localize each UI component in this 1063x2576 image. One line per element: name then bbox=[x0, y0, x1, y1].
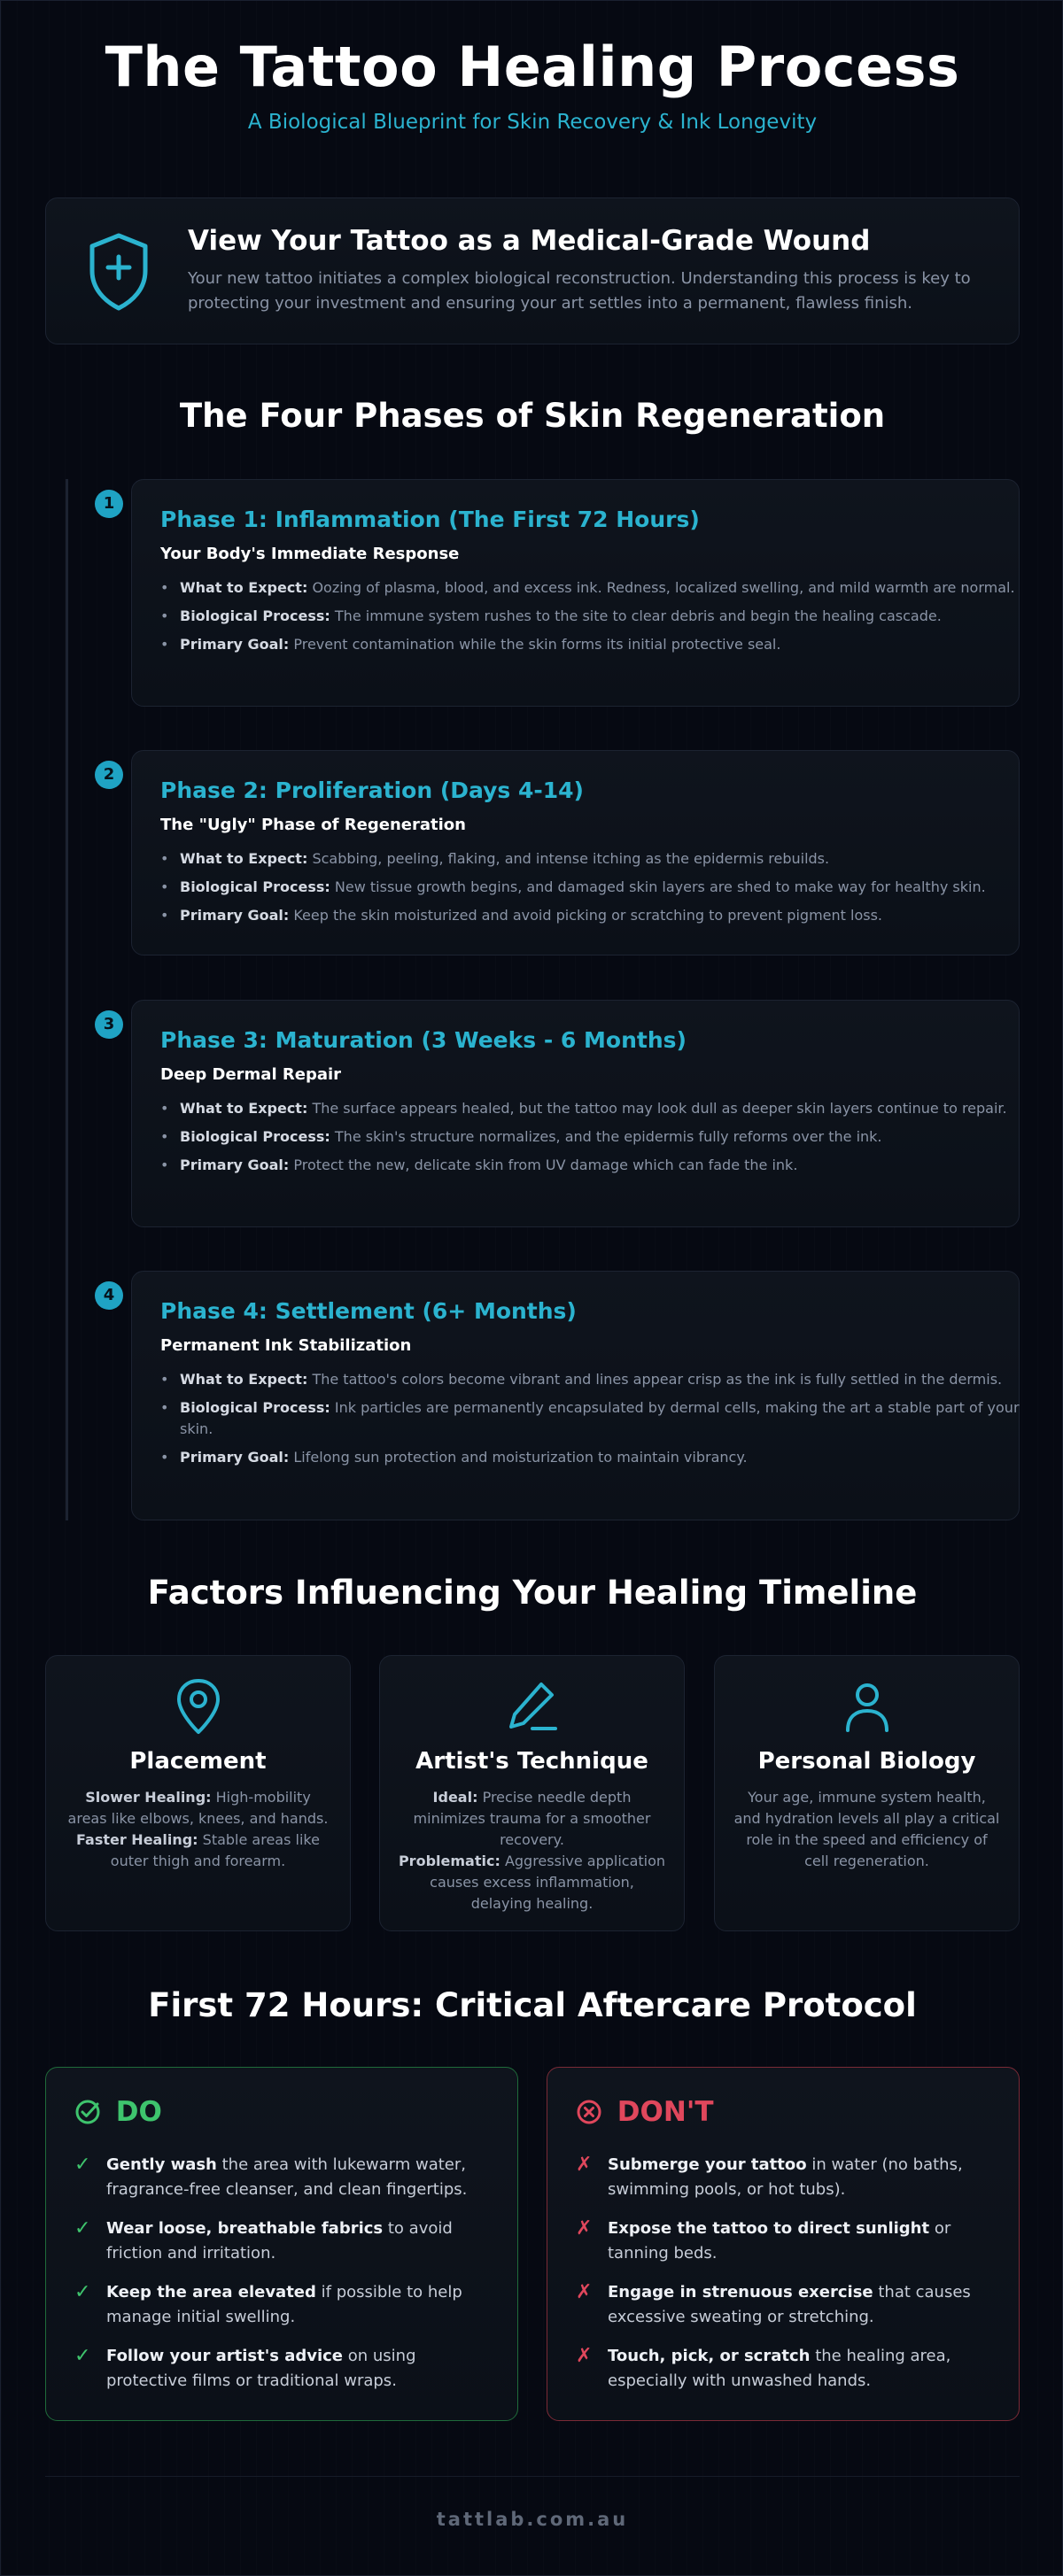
aftercare-section-title: First 72 Hours: Critical Aftercare Protocol bbox=[148, 1986, 917, 2024]
page-title: The Tattoo Healing Process bbox=[105, 35, 960, 99]
list-item: ✓ Follow your artist's advice on using protective films or traditional wraps. bbox=[74, 2345, 416, 2390]
phase-title: Phase 1: Inflammation (The First 72 Hours) bbox=[160, 507, 700, 532]
phase-subtitle: Your Body's Immediate Response bbox=[160, 545, 460, 563]
list-item: • Primary Goal: Prevent contamination while the skin forms its initial protective seal. bbox=[160, 634, 1046, 655]
phase-details bbox=[160, 577, 1046, 662]
list-item: • Biological Process: The immune system rushes to the site to clear debris and begin the healing cascade. bbox=[160, 606, 1046, 627]
shield-plus-icon bbox=[83, 230, 154, 312]
list-item: ✓ Keep the area elevated if possible to help manage initial swelling. bbox=[74, 2281, 462, 2326]
list-item: ✗ Expose the tattoo to direct sunlight or tanning beds. bbox=[576, 2217, 951, 2263]
list-item: • Primary Goal: Lifelong sun protection and moisturization to maintain vibrancy. bbox=[160, 1447, 1046, 1468]
phase-4-badge: 4 bbox=[95, 1281, 123, 1310]
phase-subtitle: Deep Dermal Repair bbox=[160, 1065, 342, 1084]
dont-title: DON'T bbox=[576, 2094, 713, 2128]
factor-card-biology bbox=[714, 1655, 1020, 1931]
factor-text: Ideal: Precise needle depth minimizes trauma for a smoother recovery. Problematic: Aggressive application causes excess inflammation, delaying healing. bbox=[398, 1789, 666, 1912]
phase-title: Phase 3: Maturation (3 Weeks - 6 Months) bbox=[160, 1027, 687, 1053]
phase-subtitle: The "Ugly" Phase of Regeneration bbox=[160, 816, 466, 834]
factor-card-technique bbox=[379, 1655, 685, 1931]
phase-4-card bbox=[131, 1271, 1020, 1520]
list-item: ✗ Touch, pick, or scratch the healing area, especially with unwashed hands. bbox=[576, 2345, 951, 2390]
list-item: • Primary Goal: Keep the skin moisturized and avoid picking or scratching to prevent pigment loss. bbox=[160, 905, 1046, 926]
footer-site-link[interactable]: tattlab.com.au bbox=[436, 2509, 629, 2530]
check-circle-icon bbox=[74, 2099, 101, 2125]
list-item: ✗ Submerge your tattoo in water (no baths, swimming pools, or hot tubs). bbox=[576, 2154, 963, 2199]
phase-2-card bbox=[131, 750, 1020, 955]
phase-3-badge: 3 bbox=[95, 1010, 123, 1039]
timeline-line bbox=[66, 479, 68, 1520]
list-item: • Biological Process: New tissue growth begins, and damaged skin layers are shed to make way for healthy skin. bbox=[160, 877, 1046, 898]
list-item: • What to Expect: The surface appears healed, but the tattoo may look dull as deeper skin layers continue to repair. bbox=[160, 1098, 1046, 1119]
list-item: • Biological Process: The skin's structure normalizes, and the epidermis fully reforms over the ink. bbox=[160, 1126, 1046, 1148]
do-card bbox=[45, 2067, 518, 2421]
phase-details bbox=[160, 848, 1046, 933]
phases-section-title: The Four Phases of Skin Regeneration bbox=[179, 397, 886, 435]
footer-divider bbox=[45, 2476, 1020, 2477]
map-pin-icon bbox=[172, 1677, 225, 1736]
list-item: ✗ Engage in strenuous exercise that causes excessive sweating or stretching. bbox=[576, 2281, 971, 2326]
factor-text: Slower Healing: High-mobility areas like elbows, knees, and hands. Faster Healing: Stable areas like outer thigh and forearm. bbox=[67, 1789, 329, 1869]
pen-icon bbox=[506, 1677, 559, 1736]
list-item: ✓ Wear loose, breathable fabrics to avoid friction and irritation. bbox=[74, 2217, 453, 2263]
user-icon bbox=[841, 1677, 894, 1736]
phase-2-badge: 2 bbox=[95, 761, 123, 789]
do-title: DO bbox=[74, 2094, 162, 2128]
phase-title: Phase 2: Proliferation (Days 4-14) bbox=[160, 777, 584, 803]
phase-title: Phase 4: Settlement (6+ Months) bbox=[160, 1298, 577, 1324]
phase-3-card bbox=[131, 1000, 1020, 1227]
list-item: • What to Expect: The tattoo's colors become vibrant and lines appear crisp as the ink is fully settled in the dermis. bbox=[160, 1369, 1046, 1390]
phase-subtitle: Permanent Ink Stabilization bbox=[160, 1336, 412, 1355]
factor-title: Placement bbox=[129, 1748, 267, 1775]
x-circle-icon bbox=[576, 2099, 602, 2125]
dont-card bbox=[547, 2067, 1020, 2421]
factor-title: Artist's Technique bbox=[415, 1748, 648, 1775]
list-item: • What to Expect: Scabbing, peeling, flaking, and intense itching as the epidermis rebuilds. bbox=[160, 848, 1046, 870]
list-item: • Biological Process: Ink particles are permanently encapsulated by dermal cells, making the art a stable part of your skin. bbox=[160, 1397, 1046, 1440]
factor-card-placement bbox=[45, 1655, 351, 1931]
list-item: • What to Expect: Oozing of plasma, blood, and excess ink. Redness, localized swelling, and mild warmth are normal. bbox=[160, 577, 1046, 599]
intro-card bbox=[45, 197, 1020, 344]
list-item: ✓ Gently wash the area with lukewarm water, fragrance-free cleanser, and clean fingertips. bbox=[74, 2154, 468, 2199]
factor-text: Your age, immune system health, and hydration levels all play a critical role in the speed and efficiency of cell regeneration. bbox=[733, 1789, 1000, 1869]
phase-details bbox=[160, 1369, 1046, 1475]
factors-section-title: Factors Influencing Your Healing Timeline bbox=[147, 1574, 918, 1612]
phase-1-card bbox=[131, 479, 1020, 707]
phase-details bbox=[160, 1098, 1046, 1183]
intro-heading: View Your Tattoo as a Medical-Grade Wound bbox=[188, 225, 871, 257]
intro-text: Your new tattoo initiates a complex biological reconstruction. Understanding this process is key to protecting your investment and ensuring your art settles into a permanent, flawless finish. bbox=[188, 269, 971, 313]
factor-title: Personal Biology bbox=[757, 1748, 976, 1775]
phase-1-badge: 1 bbox=[95, 490, 123, 518]
list-item: • Primary Goal: Protect the new, delicate skin from UV damage which can fade the ink. bbox=[160, 1155, 1046, 1176]
page-subtitle: A Biological Blueprint for Skin Recovery & Ink Longevity bbox=[247, 111, 818, 134]
